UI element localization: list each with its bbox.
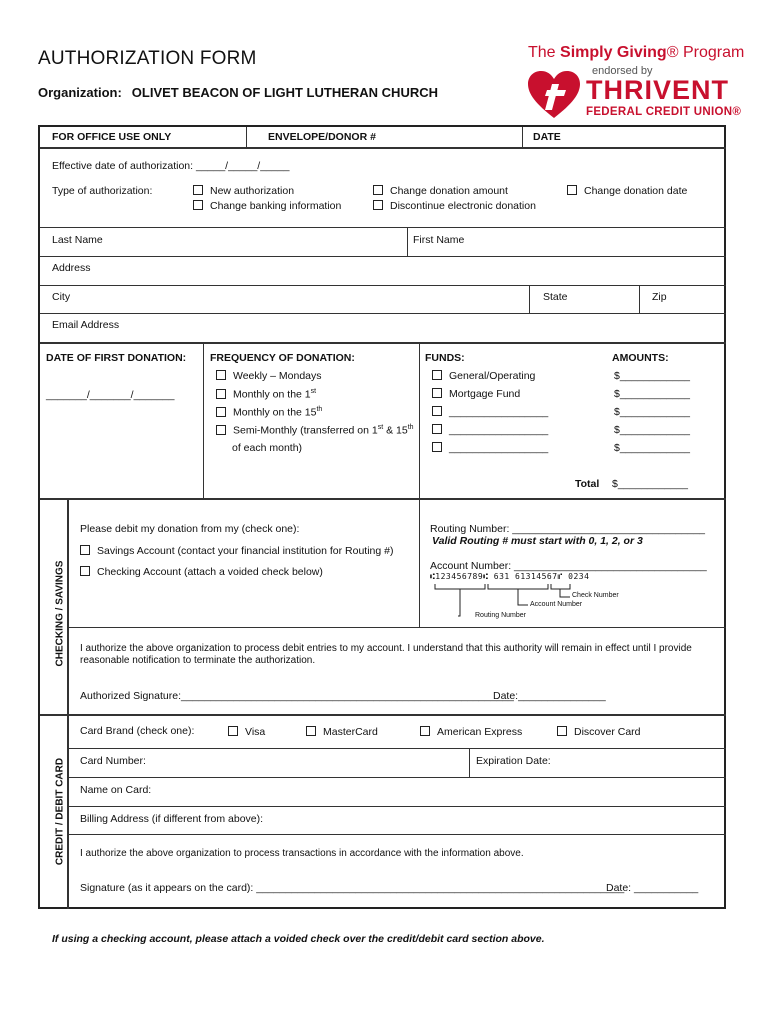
logo-thrivent-line: THRIVENT: [586, 75, 729, 105]
logo-credit-union-line: FEDERAL CREDIT UNION®: [586, 106, 742, 118]
new-authorization-option[interactable]: New authorization: [193, 185, 294, 197]
donation-col-divider-1: [203, 342, 204, 498]
state-field[interactable]: State: [543, 291, 568, 303]
address-row-divider: [40, 285, 726, 286]
checkbox-icon[interactable]: [420, 726, 430, 736]
type-of-authorization-label: Type of authorization:: [52, 185, 153, 197]
amount-field-1[interactable]: $____________: [614, 370, 690, 382]
checkbox-icon[interactable]: [432, 406, 442, 416]
change-amount-option[interactable]: Change donation amount: [373, 185, 508, 197]
name-col-divider: [407, 227, 408, 256]
city-col-divider-2: [639, 285, 640, 313]
checkbox-icon[interactable]: [216, 407, 226, 417]
card-brand-visa[interactable]: Visa: [228, 726, 265, 738]
checkbox-icon[interactable]: [80, 566, 90, 576]
authorized-signature-field[interactable]: Authorized Signature:_________________________________________________________: [80, 690, 514, 702]
savings-account-option[interactable]: Savings Account (contact your financial institution for Routing #): [80, 545, 394, 557]
amount-field-5[interactable]: $____________: [614, 442, 690, 454]
amounts-label: AMOUNTS:: [612, 352, 669, 364]
total-amount-field[interactable]: $____________: [612, 478, 688, 490]
office-row-divider: [40, 147, 726, 149]
account-number-field[interactable]: Account Number: _________________________________: [430, 560, 707, 572]
change-date-option[interactable]: Change donation date: [567, 185, 687, 197]
office-date-label: DATE: [533, 131, 561, 143]
checkbox-icon[interactable]: [373, 200, 383, 210]
debit-date-field[interactable]: Date:_______________: [493, 690, 606, 702]
credit-debit-section-label: CREDIT / DEBIT CARD: [54, 757, 66, 866]
account-number-caption: Account Number: [530, 601, 583, 608]
discontinue-option[interactable]: Discontinue electronic donation: [373, 200, 536, 212]
card-brand-discover[interactable]: Discover Card: [557, 726, 641, 738]
logo-endorsed-line: endorsed by: [592, 65, 653, 77]
checking-account-option[interactable]: Checking Account (attach a voided check below): [80, 566, 323, 578]
fund-option-general[interactable]: General/Operating: [432, 370, 535, 382]
checkbox-icon[interactable]: [557, 726, 567, 736]
checkbox-icon[interactable]: [306, 726, 316, 736]
section-label-column: [67, 498, 69, 909]
debit-authorization-text: I authorize the above organization to process debit entries to my account. I understand that this authority will remain in effect until I provide: [80, 643, 692, 654]
routing-number-field[interactable]: Routing Number: _________________________________: [430, 523, 705, 535]
card-signature-field[interactable]: Signature (as it appears on the card): _______________________________________________________________: [80, 882, 625, 894]
card-number-field[interactable]: Card Number:: [80, 755, 146, 767]
funds-label: FUNDS:: [425, 352, 465, 364]
card-name-divider: [68, 777, 726, 778]
debit-authorization-text-2: reasonable notification to terminate the authorization.: [80, 655, 316, 666]
organization-name: OLIVET BEACON OF LIGHT LUTHERAN CHURCH: [131, 85, 438, 100]
total-label: Total: [575, 478, 600, 490]
checking-row-divider: [40, 498, 726, 500]
envelope-donor-label: ENVELOPE/DONOR #: [268, 131, 376, 143]
fund-option-blank-1[interactable]: _________________: [432, 406, 548, 418]
first-donation-date-field[interactable]: _______/_______/_______: [46, 389, 175, 401]
checkbox-icon[interactable]: [193, 185, 203, 195]
card-number-divider: [68, 748, 726, 749]
checkbox-icon[interactable]: [228, 726, 238, 736]
first-name-field[interactable]: First Name: [413, 234, 465, 246]
organization-line: [38, 85, 438, 100]
checkbox-icon[interactable]: [216, 425, 226, 435]
donation-col-divider-2: [419, 342, 420, 498]
billing-address-field[interactable]: Billing Address (if different from above):: [80, 813, 264, 825]
frequency-monthly-1st-option[interactable]: Monthly on the 1st: [216, 388, 316, 401]
auth-row-divider: [40, 227, 726, 228]
checkbox-icon[interactable]: [432, 424, 442, 434]
amount-field-4[interactable]: $____________: [614, 424, 690, 436]
card-number-col-divider: [469, 748, 470, 777]
checkbox-icon[interactable]: [193, 200, 203, 210]
check-diagram: [430, 572, 619, 622]
debit-prompt: Please debit my donation from my (check one):: [80, 523, 300, 535]
frequency-semi-monthly-continued: of each month): [232, 442, 303, 454]
city-row-divider: [40, 313, 726, 314]
checkbox-icon[interactable]: [432, 370, 442, 380]
name-on-card-field[interactable]: Name on Card:: [80, 784, 152, 796]
checkbox-icon[interactable]: [216, 370, 226, 380]
last-name-field[interactable]: Last Name: [52, 234, 103, 246]
name-row-divider: [40, 256, 726, 257]
checkbox-icon[interactable]: [567, 185, 577, 195]
checking-col-divider: [419, 498, 420, 627]
form-title: AUTHORIZATION FORM: [38, 48, 257, 69]
checkbox-icon[interactable]: [432, 388, 442, 398]
city-col-divider-1: [529, 285, 530, 313]
first-donation-label: DATE OF FIRST DONATION:: [46, 352, 187, 364]
checking-savings-section-label: CHECKING / SAVINGS: [54, 560, 66, 667]
change-banking-option[interactable]: Change banking information: [193, 200, 341, 212]
frequency-label: FREQUENCY OF DONATION:: [210, 352, 355, 364]
card-brand-amex[interactable]: American Express: [420, 726, 522, 738]
office-use-label: FOR OFFICE USE ONLY: [52, 131, 172, 143]
checkbox-icon[interactable]: [432, 442, 442, 452]
logo-program-line: The Simply Giving® Program: [528, 44, 745, 61]
amount-field-3[interactable]: $____________: [614, 406, 690, 418]
frequency-monthly-15th-option[interactable]: Monthly on the 15th: [216, 406, 322, 419]
routing-number-note: Valid Routing # must start with 0, 1, 2, or 3: [432, 535, 643, 547]
card-row-divider: [40, 714, 726, 716]
checkbox-icon[interactable]: [373, 185, 383, 195]
card-authorization-text: I authorize the above organization to process transactions in accordance with the information above.: [80, 848, 524, 859]
effective-date-field[interactable]: Effective date of authorization: _____/_____/_____: [52, 160, 290, 172]
frequency-semi-monthly-option[interactable]: Semi-Monthly (transferred on 1st & 15th: [216, 424, 414, 437]
card-authorize-divider: [68, 834, 726, 835]
expiration-date-field[interactable]: Expiration Date:: [476, 755, 551, 767]
checkbox-icon[interactable]: [216, 389, 226, 399]
address-field[interactable]: Address: [52, 262, 91, 274]
fund-option-blank-2[interactable]: _________________: [432, 424, 548, 436]
donation-row-divider: [40, 342, 726, 344]
fund-option-blank-3[interactable]: _________________: [432, 442, 548, 454]
authorize-row-divider: [68, 627, 726, 628]
footer-note: If using a checking account, please attach a voided check over the credit/debit card section above.: [52, 933, 545, 945]
frequency-weekly-option[interactable]: Weekly – Mondays: [216, 370, 322, 382]
card-brand-label: Card Brand (check one):: [80, 725, 195, 737]
zip-field[interactable]: Zip: [652, 291, 667, 303]
simply-giving-logo: [520, 44, 745, 124]
city-field[interactable]: City: [52, 291, 71, 303]
card-brand-mastercard[interactable]: MasterCard: [306, 726, 378, 738]
office-col-divider-1: [246, 127, 247, 147]
heart-logo-icon: [526, 70, 582, 120]
card-date-field[interactable]: Date: ___________: [606, 882, 699, 894]
amount-field-2[interactable]: $____________: [614, 388, 690, 400]
card-billing-divider: [68, 806, 726, 807]
office-col-divider-2: [522, 127, 523, 147]
routing-number-caption: Routing Number: [475, 612, 526, 619]
fund-option-mortgage[interactable]: Mortgage Fund: [432, 388, 520, 400]
checkbox-icon[interactable]: [80, 545, 90, 555]
organization-label: Organization:: [38, 85, 122, 100]
email-field[interactable]: Email Address: [52, 319, 120, 331]
check-micr-line: ⑆123456789⑆ 631 61314567⑈ 0234: [430, 572, 590, 581]
check-number-caption: Check Number: [572, 592, 619, 599]
